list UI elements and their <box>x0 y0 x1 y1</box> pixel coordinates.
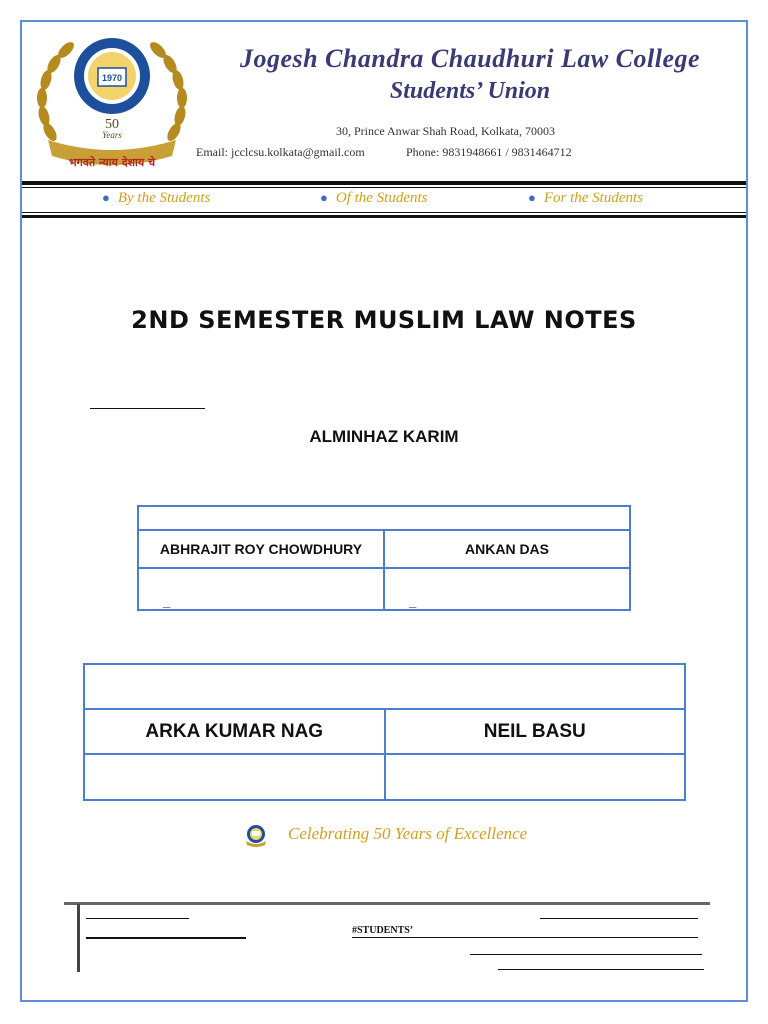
svg-text:50: 50 <box>105 117 119 132</box>
contributor-mark: _ <box>384 568 630 610</box>
document-title: 2ND SEMESTER MUSLIM LAW NOTES <box>131 306 637 334</box>
contributor-mark: _ <box>138 568 384 610</box>
table-empty-cell <box>84 754 385 800</box>
svg-text:Years: Years <box>102 130 122 140</box>
tagline-for: ● For the Students <box>528 190 644 206</box>
table-row <box>138 506 630 530</box>
table-empty-cell <box>385 754 686 800</box>
college-emblem-icon <box>28 32 196 172</box>
blank-line <box>470 954 702 955</box>
college-emblem-small-icon <box>244 823 268 847</box>
header-divider-top-thin <box>22 187 746 188</box>
table-row <box>84 754 685 800</box>
contact-email: Email: jcclcsu.kolkata@gmail.com <box>196 145 365 159</box>
table-row <box>138 568 630 610</box>
contact-phone: Phone: 9831948661 / 9831464712 <box>406 145 572 159</box>
author-name: ALMINHAZ KARIM <box>309 427 459 446</box>
blank-line <box>86 937 246 939</box>
header-divider-top <box>22 181 746 185</box>
celebration-text: Celebrating 50 Years of Excellence <box>288 824 528 843</box>
contributors-table-one <box>137 505 631 611</box>
union-name: Students’ Union <box>389 78 551 104</box>
hashtag-text: #STUDENTS’ <box>352 925 414 936</box>
table-header-cell <box>84 664 685 709</box>
college-address: 30, Prince Anwar Shah Road, Kolkata, 70003 <box>336 124 555 138</box>
contributor-name: ANKAN DAS <box>384 530 630 568</box>
tagline-of: ● Of the Students <box>320 190 428 206</box>
tagline-by: ● By the Students <box>102 190 211 206</box>
svg-text:1970: 1970 <box>101 73 123 83</box>
contributor-name: ABHRAJIT ROY CHOWDHURY <box>138 530 384 568</box>
bullet-icon: ● <box>102 190 110 205</box>
blank-line <box>90 408 205 409</box>
table-header-cell <box>138 506 630 530</box>
college-name: Jogesh Chandra Chaudhuri Law College <box>239 44 701 73</box>
table-row <box>138 530 630 568</box>
blank-line <box>86 918 189 919</box>
bullet-icon: ● <box>528 190 536 205</box>
table-row <box>84 664 685 709</box>
bullet-icon: ● <box>320 190 328 205</box>
blank-line <box>352 937 698 938</box>
contributors-table-two <box>83 663 686 801</box>
contributor-name: ARKA KUMAR NAG <box>84 709 385 754</box>
header-divider-bottom <box>22 215 746 218</box>
table-row <box>84 709 685 754</box>
footer-divider <box>64 902 710 905</box>
blank-line <box>498 969 704 970</box>
footer-vertical-divider <box>77 904 80 972</box>
blank-line <box>540 918 698 919</box>
contributor-name: NEIL BASU <box>385 709 686 754</box>
header-divider-bottom-thin <box>22 212 746 213</box>
svg-text:भगवते न्याय देशाय चे: भगवते न्याय देशाय चे <box>68 156 156 169</box>
